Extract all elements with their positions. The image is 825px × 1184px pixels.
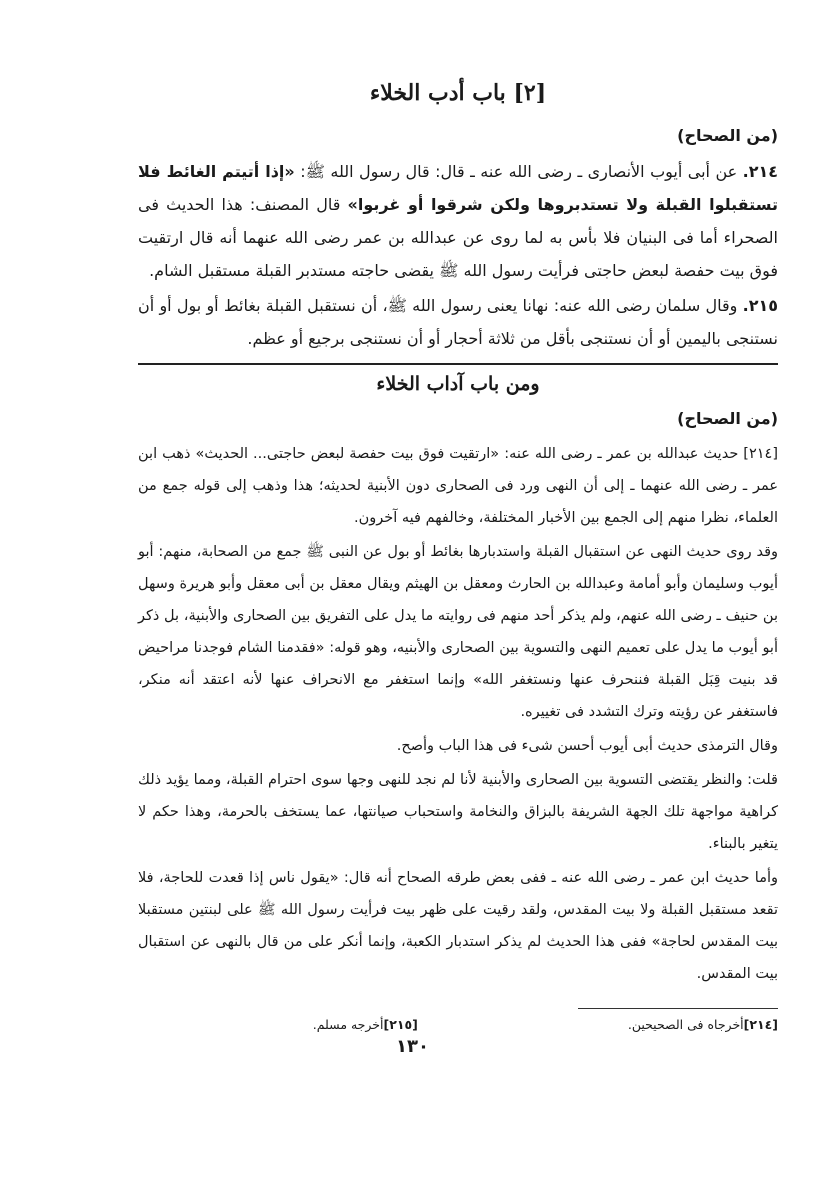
- footnote-215: [313, 1017, 418, 1032]
- footnote-ref: [٢١٤]: [743, 1017, 778, 1032]
- commentary-section-label: (من الصحاح): [677, 409, 778, 428]
- footnote-text: أخرجه مسلم.: [312, 1017, 384, 1032]
- footnotes: [138, 1017, 778, 1032]
- section-label-sihah: (من الصحاح): [677, 126, 778, 145]
- commentary-paragraph: وقال الترمذى حديث أبى أيوب أحسن شىء فى هذا الباب وأصح.: [396, 738, 778, 754]
- footnote-ref: [٢١٥]: [383, 1017, 418, 1032]
- hadith-215: [138, 289, 778, 355]
- footnote-214: [628, 1017, 778, 1032]
- commentary-paragraph: قلت: والنظر يقتضى التسوية بين الصحارى والأبنية لأنا لم نجد للنهى وجها سوى احترام القبلة، ومما يؤيد ذلك كراهية مواجهة تلك الجهة الشريفة بالبزاق والنخامة واستحباب صيانتها، عما يستخف بالحرمة، وهذا حكم لا يتغير بالبناء.: [138, 772, 778, 852]
- footnote-rule: [578, 1008, 778, 1009]
- footnote-text: أخرجاه فى الصحيحين.: [627, 1017, 744, 1032]
- hadith-214-rest: قال المصنف: هذا الحديث فى الصحراء أما فى البنيان فلا بأس به لما روى عن عبدالله بن عمر رضى الله عنهما أنه قال ارتقيت فوق بيت حفصة لبعض حاجتى فرأيت رسول الله ﷺ يقضى حاجته مستدبر القبلة مستقبل الشام.: [138, 195, 778, 280]
- page-number: ١٣٠: [396, 1036, 429, 1057]
- commentary-paragraph: وأما حديث ابن عمر ـ رضى الله عنه ـ ففى بعض طرقه الصحاح أنه قال: «يقول ناس إذا قعدت للحاجة، فلا تقعد مستقبل القبلة ولا بيت المقدس، ولقد رقيت على ظهر بيت فرأيت رسول الله ﷺ على لبنتين مستقبلا بيت المقدس لحاجة» ففى هذا الحديث لم يذكر استدبار الكعبة، وإنما أنكر على من قال بالنهى عن استقبال بيت المقدس.: [138, 870, 778, 982]
- hadith-number-215: ٢١٥.: [742, 296, 778, 315]
- document-page: [138, 70, 778, 1032]
- section-divider: [138, 363, 778, 365]
- chapter-title: [٢] باب أدب الخلاء: [369, 80, 547, 106]
- hadith-215-text: وقال سلمان رضى الله عنه: نهانا يعنى رسول الله ﷺ، أن نستقبل القبلة بغائط أو بول أو أن نستنجى باليمين أو أن نستنجى بأقل من ثلاثة أحجار أو أن نستنجى برجيع أو عظم.: [138, 296, 778, 348]
- hadith-214-quote: «إذا أتيتم الغائط فلا تستقبلوا القبلة ولا تستدبروها ولكن شرقوا أو غربوا»: [138, 162, 778, 214]
- commentary-title: ومن باب آداب الخلاء: [376, 373, 540, 395]
- hadith-number-214: ٢١٤.: [742, 162, 779, 181]
- commentary-paragraph: [٢١٤] حديث عبدالله بن عمر ـ رضى الله عنه: «ارتقيت فوق بيت حفصة لبعض حاجتى... الحديث» ذهب ابن عمر ـ رضى الله عنهما ـ إلى أن النهى ورد فى الصحارى دون الأبنية لحديثه؛ هذا وذهب إلى قوله جمع من العلماء، نظرا منهم إلى الجمع بين الأخبار المختلفة، وخالفهم فيه آخرون.: [138, 446, 778, 526]
- hadith-214-intro: عن أبى أيوب الأنصارى ـ رضى الله عنه ـ قال: قال رسول الله ﷺ:: [294, 162, 743, 181]
- commentary-paragraph: وقد روى حديث النهى عن استقبال القبلة واستدبارها بغائط أو بول عن النبى ﷺ جمع من الصحابة، منهم: أبو أيوب وسليمان وأبو أمامة وعبدالله بن الحارث ومعقل بن الهيثم ويقال معقل بن أبى معقل وأبو هريرة وسهل بن حنيف ـ رضى الله عنهم، ولم يذكر أحد منهم فى روايته ما يدل على التفريق بين الصحارى والأبنية، بل ذكر أبو أيوب ما يدل على تعميم النهى والتسوية بين الصحارى والأبنيه، وهو قوله: «فقدمنا الشام فوجدنا مراحيض قد بنيت قِبَل القبلة فننحرف عنها ونستغفر الله» وإنما استغفر مع الانحراف عنها لأنه اعتقد أنه منكر، فاستغفر عن رؤيته وترك التشدد فى تغييره.: [138, 544, 778, 720]
- hadith-214: [138, 155, 778, 287]
